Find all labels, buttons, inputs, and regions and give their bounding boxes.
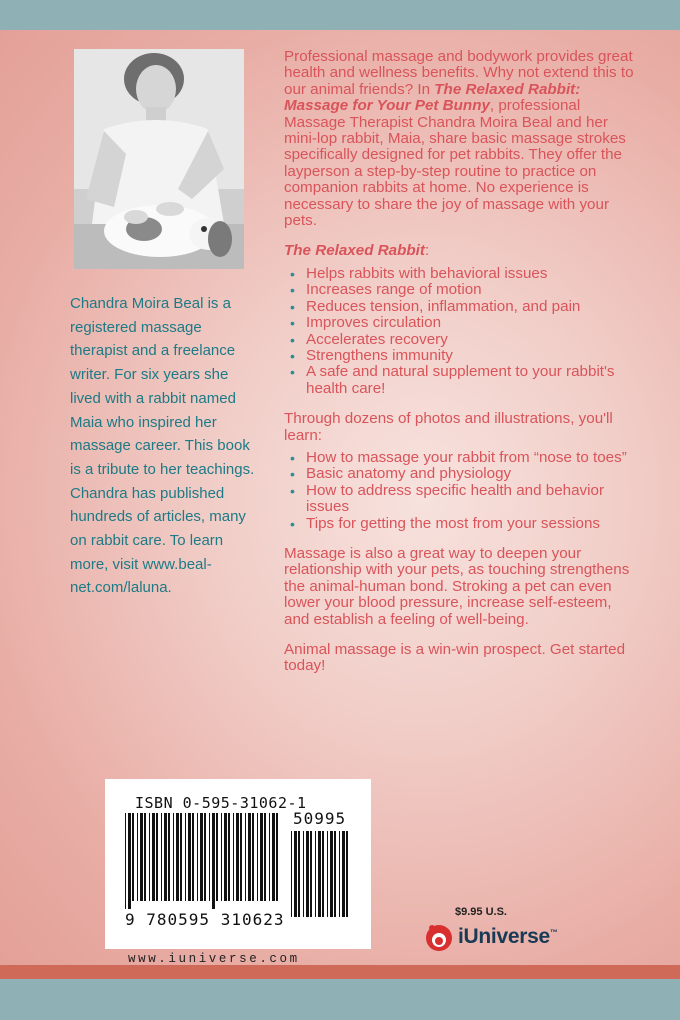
benefits-heading: The Relaxed Rabbit:: [284, 242, 430, 260]
top-border-band: [0, 0, 680, 30]
bottom-accent-strip: [0, 965, 680, 979]
list-item: • How to address specific health and behavior issues: [290, 481, 605, 516]
bullet-icon: •: [290, 364, 295, 381]
bullet-icon: •: [290, 347, 295, 364]
bullet-icon: •: [290, 282, 295, 299]
list-item: • Increases range of motion: [290, 281, 482, 299]
benefits-list: [284, 266, 634, 397]
author-photo: [74, 49, 244, 269]
author-bio: Chandra Moira Beal is a registered massage therapist and a freelance writer. For six years she lived with a rabbit named Maia who inspired her massage career. This book is a tribute to her teachings. Chandra has published hundreds of articles, many on rabbit care. To learn more, visit www.beal-net.com/laluna.: [70, 295, 255, 597]
closing-paragraph-1: Massage is also a great way to deepen your relationship with your pets, as touching strengthens the animal-human bond. Stroking a pet can even lower your blood pressure, increase self-esteem, and establish a feeling of well-being.: [284, 544, 630, 628]
iuniverse-logo-icon: [424, 922, 454, 952]
intro-text-end: , professional Massage Therapist Chandra Moira Beal and her mini-lop rabbit, Maia, share basic massage strokes specifically designed for pet rabbits. They offer the layperson a step-by-step routine to practice on companion rabbits at home. No experience is necessary to share the joy of massage with your pets.: [284, 97, 626, 230]
price-bars: [291, 831, 357, 927]
intro-paragraph: [284, 49, 634, 229]
list-item: • Accelerates recovery: [290, 330, 448, 348]
learn-list: [284, 450, 634, 532]
list-item: • Strengthens immunity: [290, 346, 453, 364]
list-item: • Improves circulation: [290, 314, 442, 332]
ean-digits: 9 780595 310623: [125, 910, 285, 929]
bottom-border-band: [0, 979, 680, 1020]
isbn-barcode: [105, 779, 371, 949]
bullet-icon: •: [290, 331, 295, 348]
learn-intro: Through dozens of photos and illustrations, you'll learn:: [284, 410, 613, 444]
book-description: [284, 49, 634, 675]
list-item: • How to massage your rabbit from “nose to toes”: [290, 448, 627, 466]
list-item: • A safe and natural supplement to your rabbit's health care!: [290, 363, 615, 397]
bullet-icon: •: [290, 265, 295, 282]
list-item: • Reduces tension, inflammation, and pain: [290, 297, 581, 315]
bullet-icon: •: [290, 315, 295, 332]
bullet-icon: •: [290, 515, 295, 532]
bullet-icon: •: [290, 466, 295, 483]
list-item: • Helps rabbits with behavioral issues: [290, 264, 548, 282]
intro-text-start: Professional massage and bodywork provides great health and wellness benefits. Why not extend this to our animal friends? In: [284, 48, 634, 98]
bullet-icon: •: [290, 449, 295, 466]
publisher-logo: [424, 921, 558, 953]
bullet-icon: •: [290, 298, 295, 315]
publisher-website: www.iuniverse.com: [128, 952, 300, 966]
bullet-icon: •: [290, 482, 295, 499]
closing-paragraph-2: Animal massage is a win-win prospect. Get started today!: [284, 641, 626, 675]
list-item: • Basic anatomy and physiology: [290, 465, 512, 483]
publisher-name: iUniverse™: [458, 925, 558, 948]
ean-bars: [125, 813, 285, 911]
price-label: $9.95 U.S.: [455, 906, 507, 918]
list-item: • Tips for getting the most from your sessions: [290, 514, 601, 532]
isbn-label: ISBN 0-595-31062-1: [135, 794, 307, 812]
book-title: The Relaxed Rabbit: Massage for Your Pet Bunny: [284, 80, 581, 115]
price-code: 50995: [293, 809, 347, 828]
